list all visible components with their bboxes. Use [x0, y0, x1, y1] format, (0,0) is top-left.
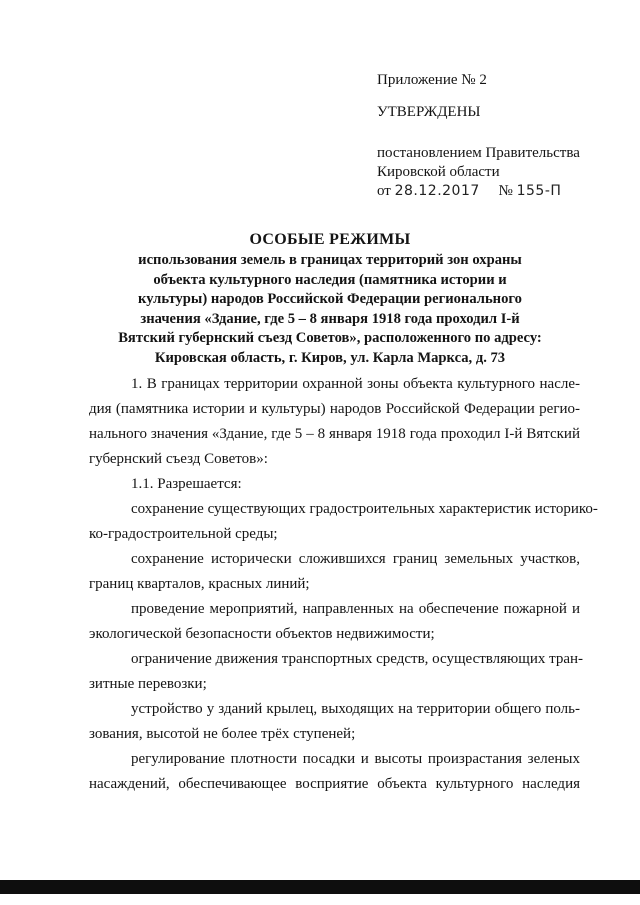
document-title [90, 229, 570, 369]
title-line: объекта культурного наследия (памятника истории и [153, 271, 507, 288]
title-line: значения «Здание, где 5 – 8 января 1918 года проходил I-й [140, 310, 520, 327]
body-line: ограничение движения транспортных средств, осуществляющих тран- [131, 651, 584, 667]
paragraph-allowed-4 [89, 647, 584, 697]
title-line: Кировская область, г. Киров, ул. Карла Маркса, д. 73 [154, 349, 506, 366]
body-line: устройство у зданий крылец, выходящих на территории общего поль- [131, 701, 580, 717]
paragraph-allowed-6 [89, 747, 580, 797]
body-line: регулирование плотности посадки и высоты произрастания зеленых [131, 751, 580, 767]
paragraph-allowed-3 [89, 597, 580, 647]
handwritten-date: 28.12.2017 [394, 183, 480, 199]
body-line: экологической безопасности объектов недвижимости; [89, 626, 435, 642]
paragraph-allowed-5 [89, 697, 580, 747]
body-line: насаждений, обеспечивающее восприятие объекта культурного наследия [89, 776, 580, 792]
decree-line-2: Кировской области [377, 164, 500, 180]
body-line: сохранение исторически сложившихся границ земельных участков, [131, 551, 580, 567]
paragraph-1 [89, 372, 580, 472]
body-line: губернский съезд Советов»: [89, 451, 268, 467]
title-line: культуры) народов Российской Федерации регионального [138, 291, 522, 308]
decree-date-number [377, 182, 617, 201]
title-subtitle [90, 251, 570, 369]
paragraph-1-1 [89, 472, 580, 497]
paragraph-allowed-1 [89, 497, 598, 547]
scan-edge-bar [0, 880, 640, 894]
title-main: ОСОБЫЕ РЕЖИМЫ [249, 231, 411, 248]
body-line: сохранение существующих градостроительных характеристик историко- [131, 501, 598, 517]
approval-stamp [377, 71, 617, 201]
body-line: дия (памятника истории и культуры) народов Российской Федерации регио- [89, 401, 580, 417]
approved-label: УТВЕРЖДЕНЫ [377, 104, 481, 120]
handwritten-number: 155-П [516, 183, 562, 199]
body-line: зования, высотой не более трёх ступеней; [89, 726, 356, 742]
number-prefix: № [498, 183, 513, 199]
body-line: ко-градостроительной среды; [89, 526, 278, 542]
body-line: 1.1. Разрешается: [131, 476, 242, 492]
title-line: Вятский губернский съезд Советов», расположенного по адресу: [118, 330, 542, 347]
appendix-label: Приложение № 2 [377, 72, 487, 88]
decree-line-1: постановлением Правительства [377, 145, 580, 161]
date-prefix: от [377, 183, 391, 199]
body-line: зитные перевозки; [89, 676, 207, 692]
title-line: использования земель в границах территорий зон охраны [138, 252, 522, 268]
body-line: нального значения «Здание, где 5 – 8 января 1918 года проходил I-й Вятский [89, 426, 580, 442]
body-line: границ кварталов, красных линий; [89, 576, 310, 592]
body-line: проведение мероприятий, направленных на обеспечение пожарной и [131, 601, 580, 617]
paragraph-allowed-2 [89, 547, 580, 597]
body-line: 1. В границах территории охранной зоны объекта культурного насле- [131, 376, 580, 392]
decree-reference [377, 144, 617, 201]
